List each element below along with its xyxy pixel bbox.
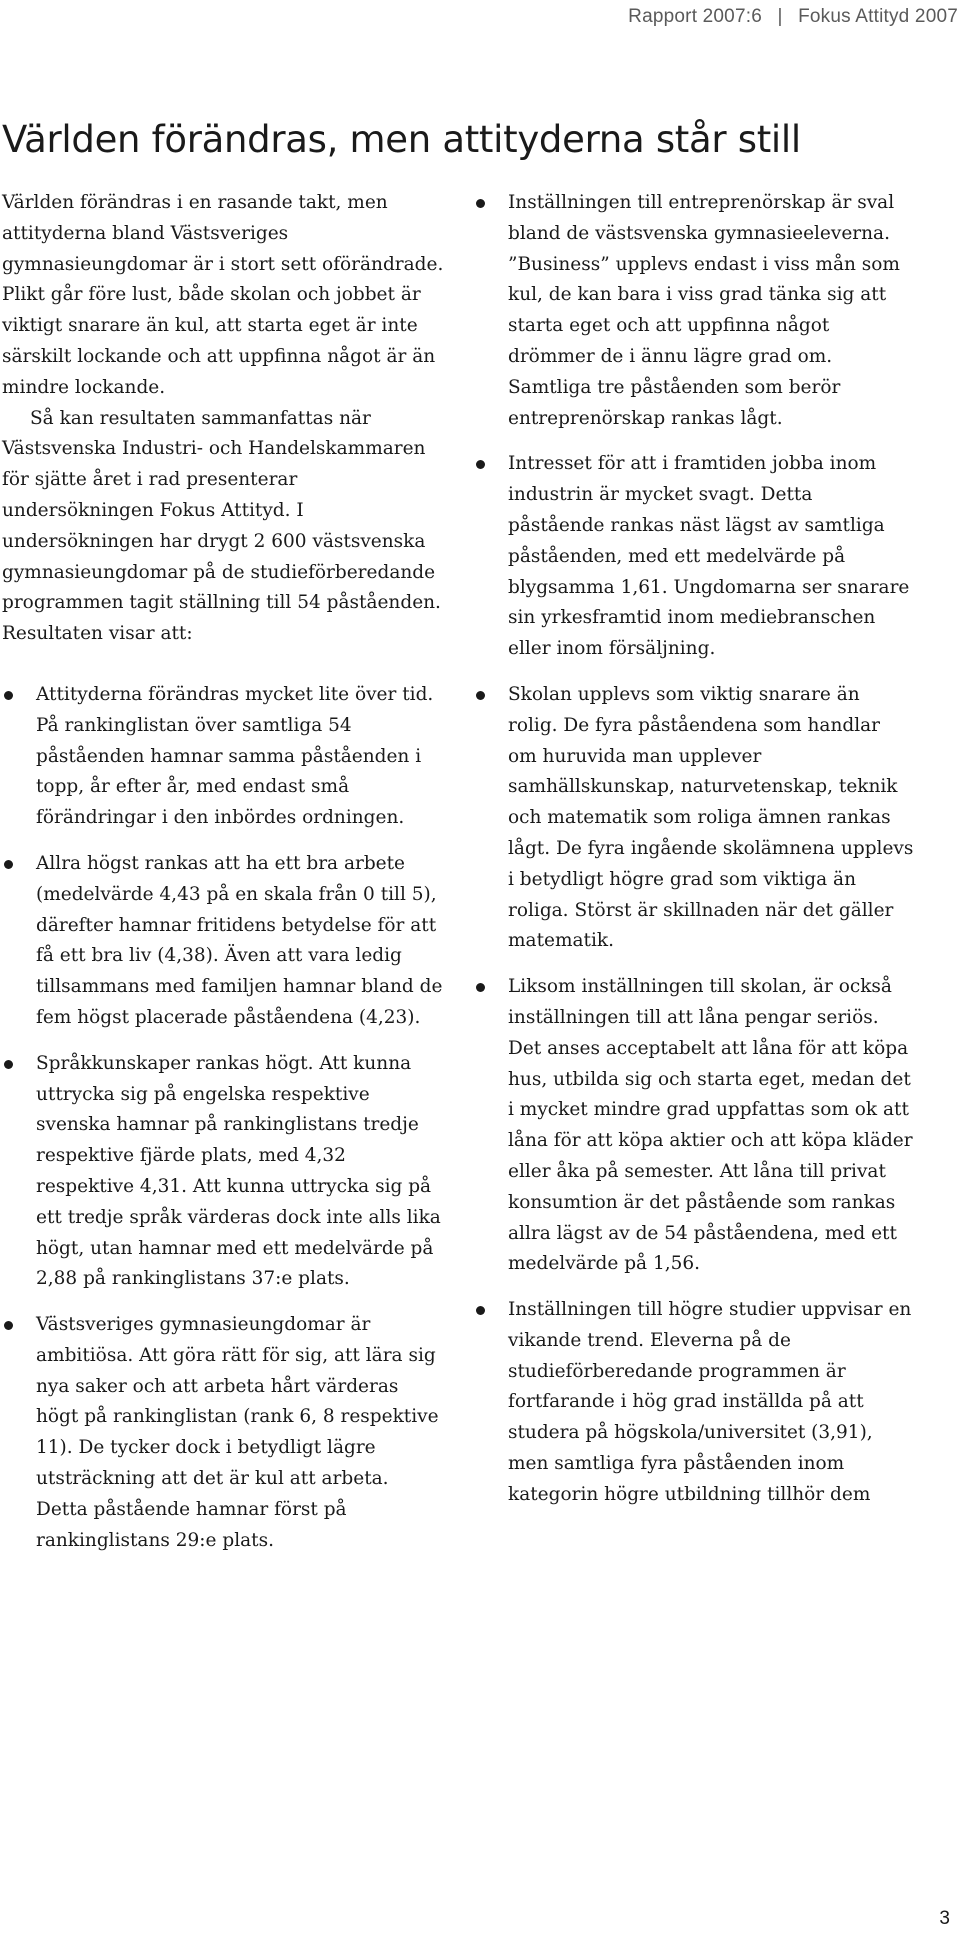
bullet-icon [476, 983, 485, 992]
list-item-text: Språkkunskaper rankas högt. Att kunna uttrycka sig på engelska respektive svenska hamnar på rankinglistans tredje respektive fjärde plats, med 4,32 respektive 4,31. Att kunna uttrycka sig på ett tredje språk värderas dock inte alls lika högt, utan hamnar med ett medelvärde på 2,88 på rankinglistans 37:e plats. [36, 1052, 441, 1290]
findings-list-right [474, 188, 914, 1511]
intro-paragraph-1: Världen förändras i en rasande takt, men attityderna bland Västsveriges gymnasieungdomar är i stort sett oförändrade. Plikt går före lust, både skolan och jobbet är viktigt snarare än kul, att starta eget är inte särskilt lockande och att uppfinna något är än mindre lockande. [2, 192, 444, 398]
list-item-text: Inställningen till högre studier uppvisar en vikande trend. Eleverna på de studieförberedande programmen är fortfarande i hög grad inställda på att studera på högskola/universitet (3,91), men samtliga fyra påståenden inom kategorin högre utbildning tillhör dem [508, 1299, 912, 1505]
report-series: Fokus Attityd 2007 [798, 6, 958, 27]
bullet-icon [476, 1306, 485, 1315]
intro-paragraph-2: Så kan resultaten sammanfattas när Västsvenska Industri- och Handelskammaren för sjätte året i rad presenterar undersökningen Fokus Attityd. I undersökningen har drygt 2 600 västsvenska gymnasieungdomar på de studieförberedande programmen tagit ställning till 54 påståenden. Resultaten visar att: [2, 407, 441, 645]
bullet-icon [4, 1060, 13, 1069]
running-header [628, 6, 958, 28]
list-item [474, 449, 914, 665]
bullet-icon [4, 860, 13, 869]
report-number: Rapport 2007:6 [628, 6, 762, 27]
bullet-icon [476, 691, 485, 700]
left-column [2, 188, 444, 1571]
list-item-text: Inställningen till entreprenörskap är sval bland de västsvenska gymnasieeleverna. ”Business” upplevs endast i viss mån som kul, de kan bara i viss grad tänka sig att starta eget och att uppfinna något drömmer de i ännu lägre grad om. Samtliga tre påståenden som berör entreprenörskap rankas lågt. [508, 192, 900, 429]
header-separator: | [777, 6, 783, 27]
list-item [2, 849, 444, 1034]
list-item [2, 680, 444, 834]
list-item-text: Allra högst rankas att ha ett bra arbete (medelvärde 4,43 på en skala från 0 till 5), därefter hamnar fritidens betydelse för att få ett bra liv (4,38). Även att vara ledig tillsammans med familjen hamnar bland de fem högst placerade påståendena (4,23). [36, 852, 443, 1028]
bullet-icon [476, 460, 485, 469]
list-item [2, 1049, 444, 1295]
list-item-text: Intresset för att i framtiden jobba inom industrin är mycket svagt. Detta påstående rankas näst lägst av samtliga påståenden, med ett medelvärde på blygsamma 1,61. Ungdomarna ser snarare sin yrkesframtid inom mediebranschen eller inom försäljning. [508, 453, 910, 660]
list-item [474, 972, 914, 1280]
list-item-text: Attityderna förändras mycket lite över tid. På rankinglistan över samtliga 54 påståenden hamnar samma påståenden i topp, år efter år, med endast små förändringar i den inbördes ordningen. [36, 683, 434, 829]
bullet-icon [4, 691, 13, 700]
page-title: Världen förändras, men attityderna står still [2, 118, 801, 161]
list-item-text: Västsveriges gymnasieungdomar är ambitiösa. Att göra rätt för sig, att lära sig nya saker och att arbeta hårt värderas högt på rankinglistan (rank 6, 8 respektive 11). De tycker dock i betydligt lägre utsträckning att det är kul att arbeta. Detta påstående hamnar först på rankinglistans 29:e plats. [36, 1314, 439, 1551]
list-item [474, 1295, 914, 1511]
bullet-icon [476, 199, 485, 208]
page-number: 3 [939, 1908, 950, 1929]
list-item [474, 188, 914, 434]
bullet-icon [4, 1321, 13, 1330]
list-item [2, 1310, 444, 1556]
list-item-text: Skolan upplevs som viktig snarare än rolig. De fyra påståendena som handlar om huruvida man upplever samhällskunskap, naturvetenskap, teknik och matematik som roliga ämnen rankas lågt. De fyra ingående skolämnena upplevs i betydligt högre grad som viktiga än roliga. Störst är skillnaden när det gäller matematik. [508, 683, 914, 952]
right-column [474, 188, 914, 1526]
findings-list-left [2, 680, 444, 1557]
list-item [474, 680, 914, 957]
list-item-text: Liksom inställningen till skolan, är också inställningen till att låna pengar seriös. Det anses acceptabelt att låna för att köpa hus, utbilda sig och starta eget, medan det i mycket mindre grad uppfattas som ok att låna för att köpa aktier och att köpa kläder eller åka på semester. Att låna till privat konsumtion är det påstående som rankas allra lägst av de 54 påståendena, med ett medelvärde på 1,56. [508, 976, 913, 1275]
